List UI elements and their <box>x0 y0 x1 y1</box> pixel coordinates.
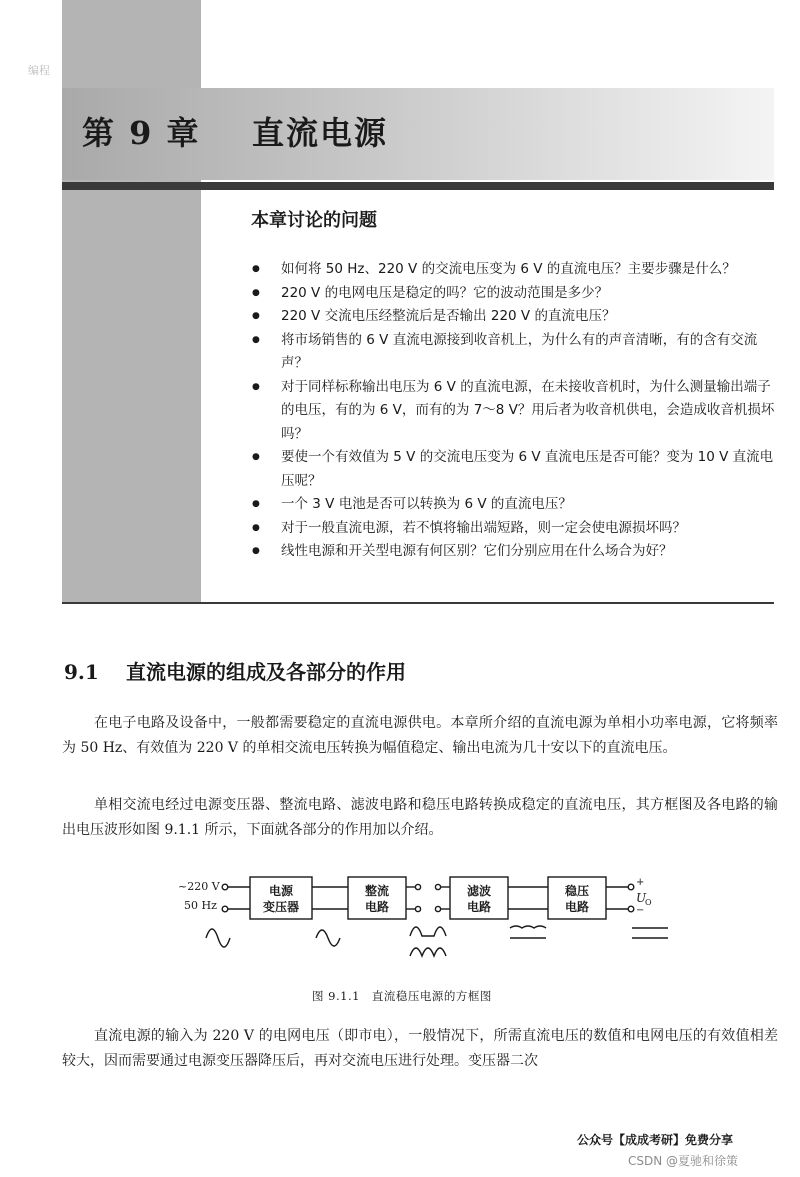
output-minus-label: − <box>636 905 645 916</box>
block-rectifier-label-2: 电路 <box>364 900 390 914</box>
block-regulator-label-2: 电路 <box>564 900 590 914</box>
block-filter-label-2: 电路 <box>466 900 492 914</box>
body-paragraph: 在电子电路及设备中，一般都需要稳定的直流电源供电。本章所介绍的直流电源为单相小功率电源，它将频率为 50 Hz、有效值为 220 V 的单相交流电压转换为幅值稳定、输出电流为几十安以下的直流电压。 <box>62 715 778 756</box>
question-item: ● 对于同样标称输出电压为 6 V 的直流电源，在未接收音机时，为什么测量输出端子的电压，有的为 6 V，而有的为 7～8 V？用后者为收音机供电，会造成收音机损坏吗？ <box>248 376 778 447</box>
block-filter-label-1: 滤波 <box>466 884 492 898</box>
waveform-half-wave <box>410 927 446 936</box>
block-rectifier-label-1: 整流 <box>364 884 390 898</box>
question-item: ● 线性电源和开关型电源有何区别？它们分别应用在什么场合为好？ <box>248 540 778 564</box>
question-item: ● 220 V 交流电压经整流后是否输出 220 V 的直流电压？ <box>248 305 778 329</box>
block-transformer-label-1: 电源 <box>268 884 294 898</box>
footer-note: 公众号【成成考研】免费分享 <box>577 1133 734 1147</box>
output-plus-label: + <box>636 877 645 888</box>
input-frequency-label: 50 Hz <box>184 899 217 912</box>
csdn-watermark: CSDN @夏驰和徐策 <box>628 1154 739 1168</box>
block-regulator-label-1: 稳压 <box>564 884 590 898</box>
questions-list <box>248 258 778 564</box>
block-transformer-label-2: 变压器 <box>262 900 300 914</box>
input-voltage-label: ~220 V <box>178 880 220 893</box>
waveform-full-wave <box>410 948 446 956</box>
waveform-ac-input <box>206 929 230 947</box>
waveform-ac-stepped <box>316 930 340 946</box>
output-voltage-subscript: O <box>645 898 652 907</box>
questions-heading: 本章讨论的问题 <box>251 210 377 231</box>
output-voltage-label: U <box>636 891 647 905</box>
question-item: ● 一个 3 V 电池是否可以转换为 6 V 的直流电压？ <box>248 493 778 517</box>
questions-bottom-rule <box>62 602 774 604</box>
figure-caption: 图 9.1.1 直流稳压电源的方框图 <box>312 989 492 1003</box>
body-paragraph: 直流电源的输入为 220 V 的电网电压（即市电），一般情况下，所需直流电压的数值和电网电压的有效值相差较大，因而需要通过电源变压器降压后，再对交流电压进行处理。变压器二次 <box>62 1028 778 1069</box>
power-supply-block-diagram <box>170 870 690 970</box>
faint-margin-text: 编程 <box>28 64 50 77</box>
section-number: 9.1 <box>64 660 99 684</box>
chapter-title: 直流电源 <box>252 114 389 152</box>
question-item: ● 将市场销售的 6 V 直流电源接到收音机上，为什么有的声音清晰，有的含有交流声？ <box>248 329 778 376</box>
question-item: ● 220 V 的电网电压是稳定的吗？它的波动范围是多少？ <box>248 282 778 306</box>
body-paragraph: 单相交流电经过电源变压器、整流电路、滤波电路和稳压电路转换成稳定的直流电压，其方框图及各电路的输出电压波形如图 9.1.1 所示，下面就各部分的作用加以介绍。 <box>62 797 778 838</box>
question-item: ● 对于一般直流电源，若不慎将输出端短路，则一定会使电源损坏吗？ <box>248 517 778 541</box>
section-heading <box>64 656 406 685</box>
question-item: ● 如何将 50 Hz、220 V 的交流电压变为 6 V 的直流电压？主要步骤是什么？ <box>248 258 778 282</box>
section-title: 直流电源的组成及各部分的作用 <box>126 660 406 684</box>
chapter-divider-bar <box>62 182 774 190</box>
waveform-ripple <box>510 926 546 928</box>
question-item: ● 要使一个有效值为 5 V 的交流电压变为 6 V 直流电压是否可能？变为 10 V 直流电压呢？ <box>248 446 778 493</box>
chapter-number: 第 9 章 <box>82 114 201 152</box>
